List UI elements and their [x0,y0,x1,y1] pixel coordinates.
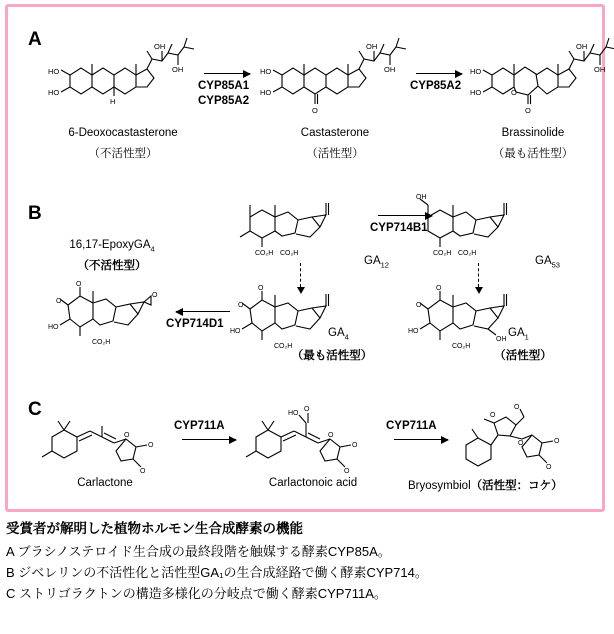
svg-text:HO: HO [48,67,60,76]
enzyme-label-a2-line1: CYP85A2 [410,80,462,92]
svg-text:CO₂H: CO₂H [452,343,471,350]
svg-text:HO: HO [260,88,272,97]
svg-text:OH: OH [594,65,606,74]
panel-letter-b: B [28,203,42,224]
structure-ga1 [408,285,538,351]
svg-text:CO₂H: CO₂H [433,250,452,257]
structure-epoxy-ga4 [48,283,168,347]
svg-text:O: O [258,285,264,292]
svg-text:CO₂H: CO₂H [92,339,111,346]
structure-6-deoxocastasterone [48,37,198,117]
compound-state-epoxy-ga4: （不活性型） [77,260,147,272]
structure-castasterone [260,37,410,117]
svg-text:O: O [490,412,496,419]
svg-text:O: O [312,106,318,115]
caption-line-a: A ブラシノステロイド生合成の最終段階を触媒する酵素CYP85A。 [6,544,391,559]
svg-text:HO: HO [470,67,482,76]
svg-text:O: O [554,438,560,445]
svg-text:O: O [436,285,442,292]
structure-bryosymbiol [454,404,604,477]
svg-text:O: O [514,404,520,411]
svg-text:HO: HO [48,324,59,331]
enzyme-label-c1: CYP711A [174,420,225,432]
caption-line-b: B ジベレリンの不活性化と活性型GA₁の生合成経路で働く酵素CYP714。 [6,565,428,580]
svg-text:O: O [238,302,244,309]
svg-text:OH: OH [416,194,427,201]
figure-caption [6,519,608,604]
arrow-a2 [416,73,462,74]
structure-brassinolide [470,37,614,117]
svg-text:O: O [56,298,62,305]
svg-text:O: O [124,432,130,439]
arrow-b2 [176,311,230,312]
svg-text:HO: HO [230,328,241,335]
svg-text:OH: OH [496,336,507,343]
compound-state-a3: （最も活性型） [492,148,574,160]
compound-state-a2: （活性型） [306,148,364,160]
compound-state-ga4: （最も活性型） [291,350,373,362]
compound-label-a3: Brassinolide [501,127,565,139]
svg-text:CO₂H: CO₂H [274,343,293,350]
svg-text:O: O [352,442,358,449]
svg-text:O: O [416,302,422,309]
compound-label-epoxy-ga4: 16,17-EpoxyGA$_4$ [69,239,155,254]
enzyme-label-b1: CYP714B1 [370,222,428,234]
svg-text:O: O [140,468,146,475]
svg-text:OH: OH [384,65,396,74]
structure-carlactone [40,407,190,477]
compound-state-a1: （不活性型） [88,148,158,160]
arrow-c1 [182,439,236,440]
caption-title: 受賞者が解明した植物ホルモン生合成酵素の機能 [6,521,303,536]
svg-text:O: O [328,432,334,439]
svg-text:OH: OH [576,42,588,51]
svg-text:HO: HO [408,328,419,335]
svg-text:O: O [511,88,517,97]
structure-ga4 [230,285,360,351]
arrow-b-down-right [478,263,480,287]
panel-letter-a: A [28,29,42,50]
svg-text:O: O [525,106,531,115]
figure-frame [5,4,605,512]
arrow-c2 [394,439,448,440]
structure-ga12 [240,195,360,257]
enzyme-label-a1-line2: CYP85A2 [198,95,250,107]
compound-label-a2: Castasterone [300,127,370,139]
svg-text:O: O [344,468,350,475]
svg-text:HO: HO [48,88,60,97]
svg-text:HO: HO [260,67,272,76]
enzyme-label-a1-line1: CYP85A1 [198,80,250,92]
arrow-b-down-left [300,263,302,287]
enzyme-label-c2: CYP711A [386,420,437,432]
compound-label-ga1: $GA_1$ [508,327,529,342]
svg-text:OH: OH [154,42,166,51]
enzyme-label-b2: CYP714D1 [166,318,224,330]
svg-text:O: O [518,440,524,447]
caption-line-c: C ストリゴラクトンの構造多様化の分岐点で働く酵素CYP711A。 [6,586,387,601]
svg-text:O: O [152,292,158,299]
svg-text:O: O [546,464,552,471]
svg-text:OH: OH [366,42,378,51]
svg-text:HO: HO [288,410,299,417]
svg-text:H: H [110,97,116,106]
svg-text:O: O [148,442,154,449]
svg-text:CO₂H: CO₂H [255,250,274,257]
structure-ga53 [418,195,538,257]
svg-text:O: O [76,281,82,288]
compound-label-ga4: $GA_4$ [328,327,349,342]
svg-text:CO₂H: CO₂H [458,250,477,257]
compound-label-ga12: $GA_{12}$ [364,255,389,270]
svg-text:HO: HO [470,88,482,97]
compound-label-bryosymbiol: Bryosymbiol（活性型：コケ） [408,480,563,492]
compound-label-ga53: $GA_{53}$ [535,255,560,270]
compound-label-carlactone: Carlactone [77,477,133,489]
svg-text:CO₂H: CO₂H [280,250,299,257]
compound-label-carlactonoic-acid: Carlactonoic acid [268,477,358,489]
svg-text:O: O [304,406,310,413]
structure-carlactonoic-acid [244,407,394,477]
svg-text:OH: OH [172,65,184,74]
compound-state-ga1: （活性型） [494,350,552,362]
arrow-a1 [204,73,250,74]
compound-label-a1: 6-Deoxocastasterone [68,127,178,139]
panel-letter-c: C [28,399,42,420]
